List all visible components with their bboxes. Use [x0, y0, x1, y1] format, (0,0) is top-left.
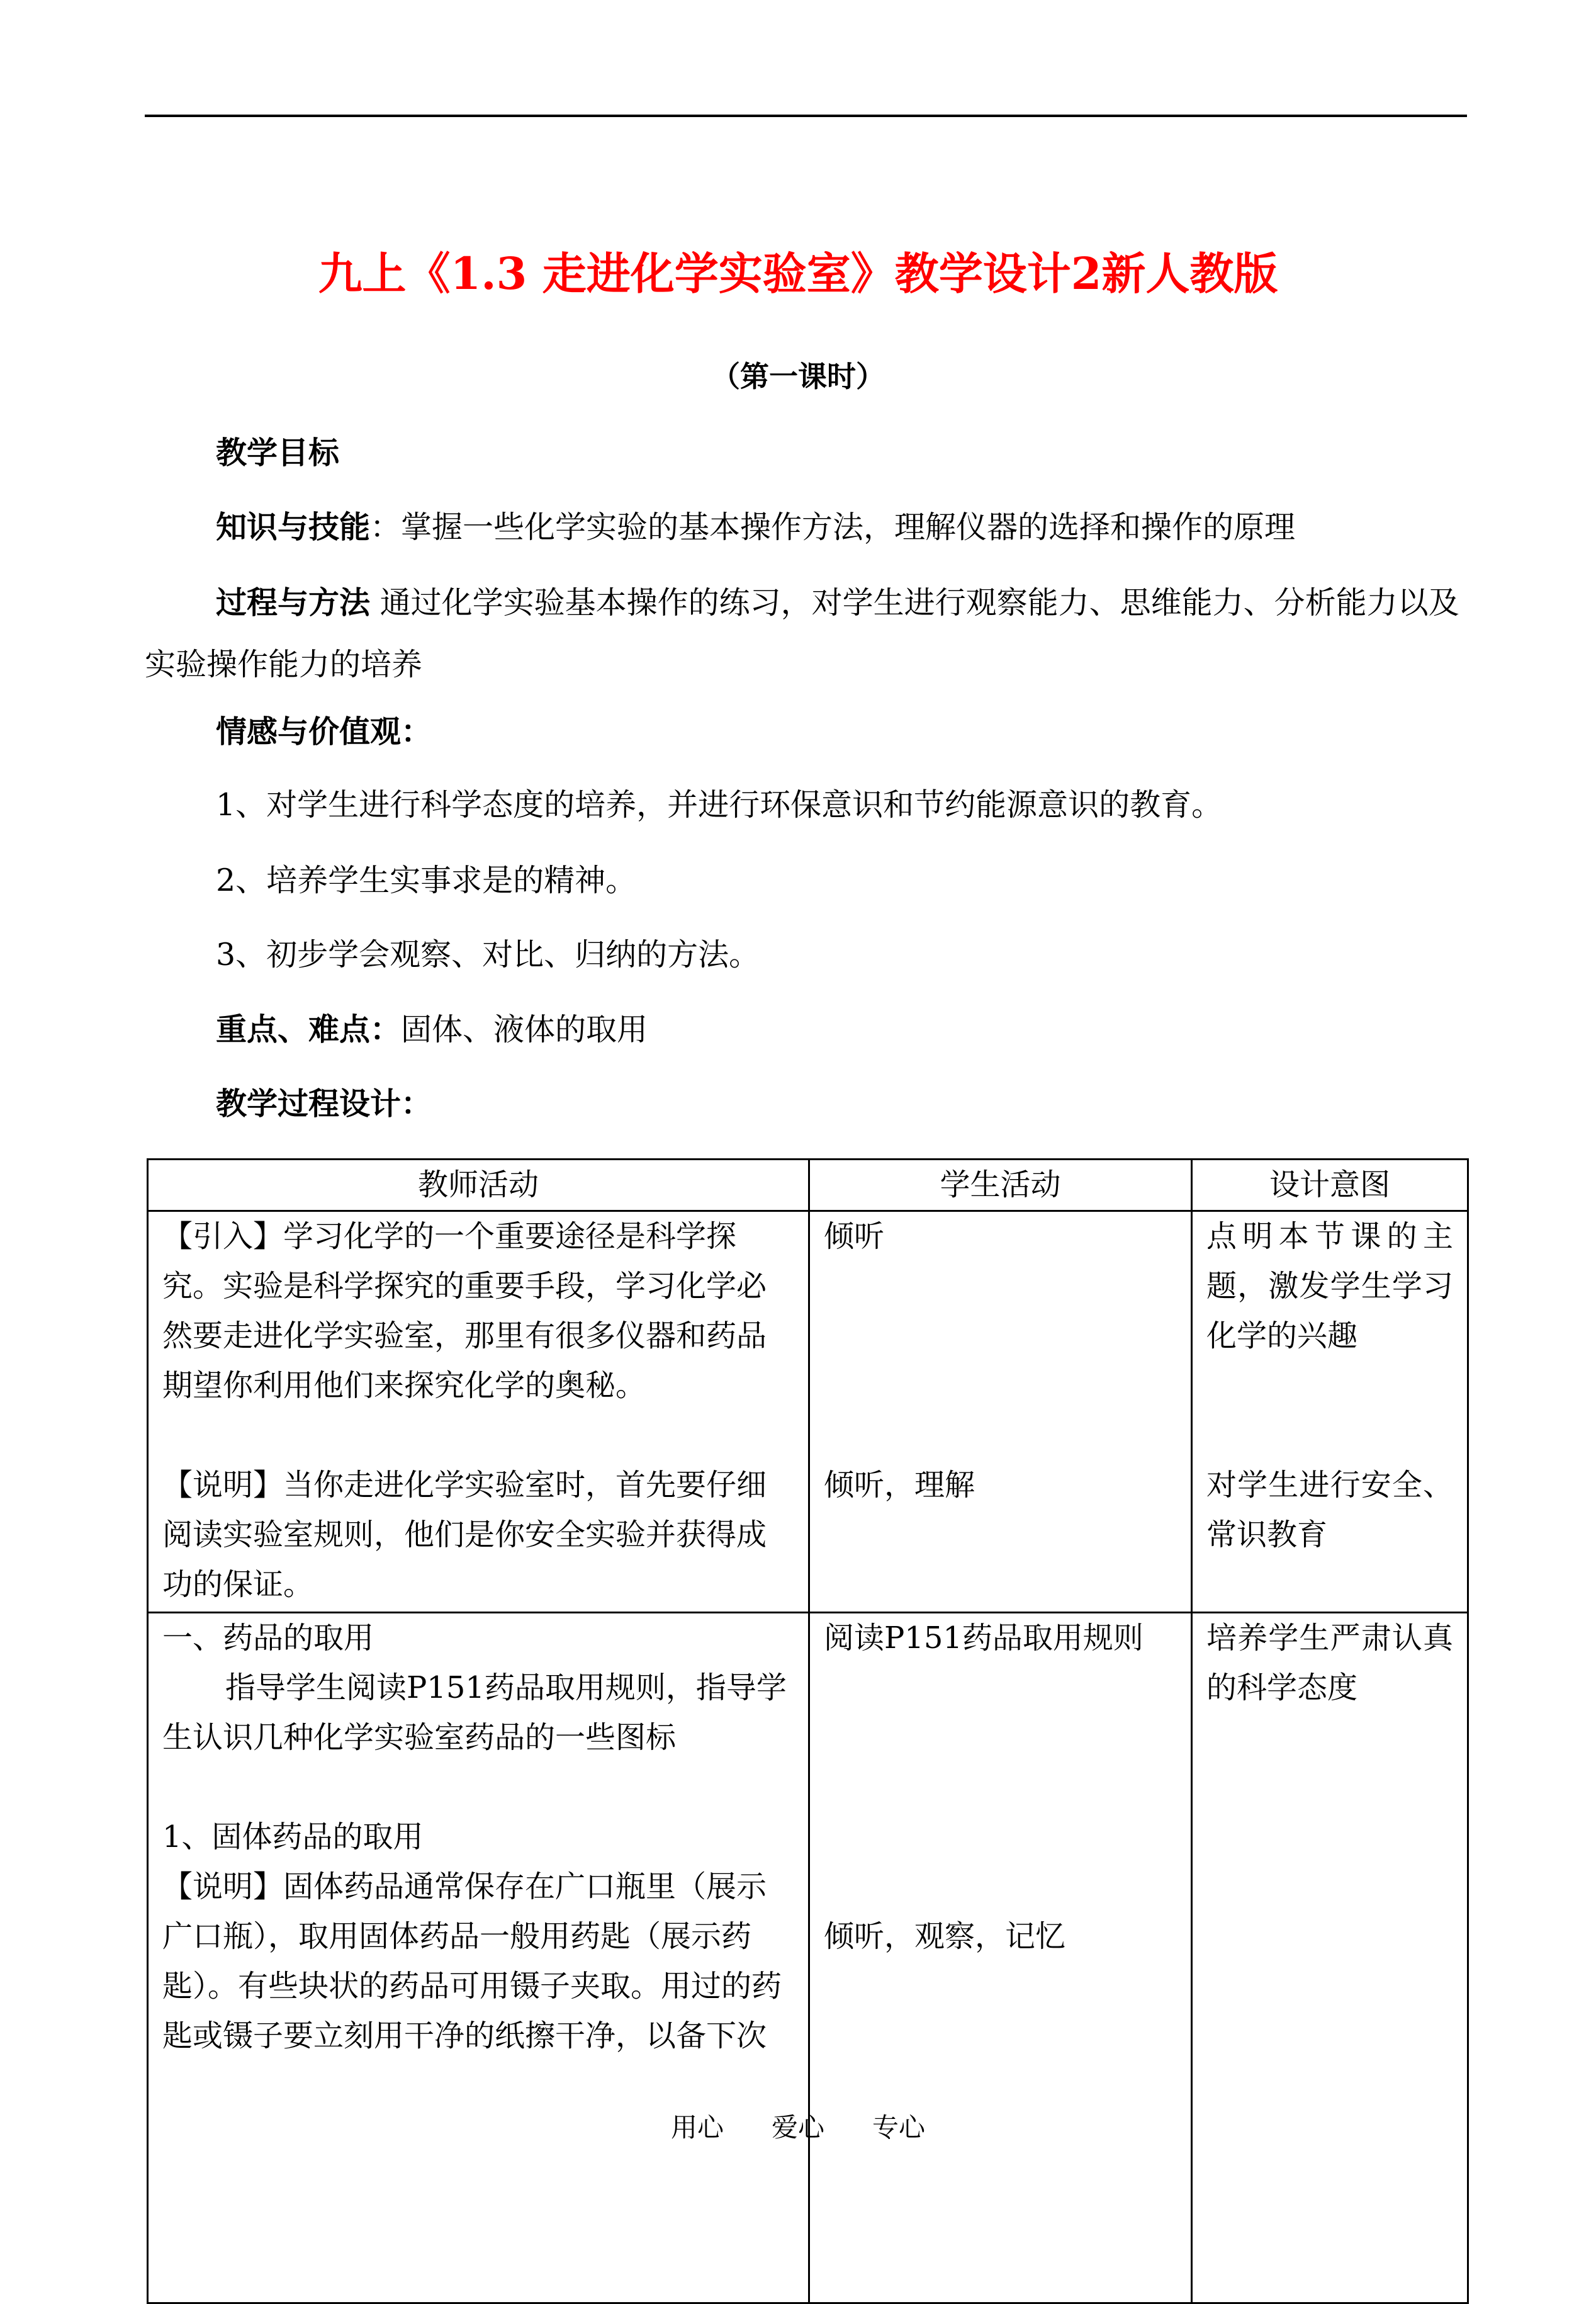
footer-word-2: 爱心: [771, 2112, 824, 2143]
intent-2: 对学生进行安全、常识教育: [1206, 1467, 1453, 1552]
document-subtitle: （第一课时）: [711, 359, 885, 393]
process-text: 通过化学实验基本操作的练习，对学生进行观察能力、思维能力、分析能力以及实验操作能力的培养: [145, 585, 1459, 682]
objectives-heading: 教学目标: [216, 434, 340, 471]
process-design-heading: 教学过程设计：: [216, 1085, 432, 1122]
intent-cell: [1192, 1613, 1468, 2303]
teacher-explain: 【说明】固体药品通常保存在广口瓶里（展示广口瓶），取用固体药品一般用药匙（展示药匙）。有些块状的药品可用镊子夹取。用过的药匙或镊子要立刻用干净的纸擦干净，以备下次: [162, 1869, 782, 2053]
process-label: 过程与方法: [216, 584, 371, 621]
teacher-guide: 指导学生阅读P151药品取用规则，指导学生认识几种化学实验室药品的一些图标: [162, 1670, 787, 1755]
header-intent: 设计意图: [1192, 1160, 1468, 1211]
key-points-paragraph: [145, 998, 1473, 1061]
intent-1: 点明本节课的主题，激发学生学习化学的兴趣: [1206, 1219, 1453, 1353]
teacher-heading: 一、药品的取用: [162, 1620, 374, 1656]
header-student: 学生活动: [809, 1160, 1192, 1211]
teacher-explain: 【说明】当你走进化学实验室时，首先要仔细阅读实验室规则，他们是你安全实验并获得成功的保证。: [162, 1467, 767, 1602]
header-rule: [145, 115, 1467, 117]
student-activity-1: 阅读P151药品取用规则: [824, 1620, 1144, 1656]
intent-cell: [1192, 1211, 1468, 1613]
process-paragraph: [145, 572, 1473, 696]
page-footer: [0, 2109, 1596, 2147]
teacher-cell: [148, 1613, 809, 2303]
student-cell: [809, 1613, 1192, 2303]
table-row: [148, 1613, 1468, 2303]
emotion-heading: 情感与价值观：: [216, 713, 432, 750]
intent-1: 培养学生严肃认真的科学态度: [1206, 1620, 1453, 1705]
student-activity-2: 倾听，理解: [824, 1467, 975, 1503]
table-row: [148, 1211, 1468, 1613]
student-cell: [809, 1211, 1192, 1613]
teacher-cell: [148, 1211, 809, 1613]
emotion-item-3: 3、初步学会观察、对比、归纳的方法。: [216, 937, 760, 973]
table-header-row: [148, 1160, 1468, 1211]
header-teacher: 教师活动: [148, 1160, 809, 1211]
knowledge-text: ：掌握一些化学实验的基本操作方法，理解仪器的选择和操作的原理: [370, 509, 1296, 545]
emotion-item-2: 2、培养学生实事求是的精神。: [216, 862, 637, 898]
footer-word-1: 用心: [670, 2112, 724, 2143]
knowledge-label: 知识与技能: [216, 509, 371, 545]
student-activity-1: 倾听: [824, 1219, 885, 1254]
document-title: 九上《1.3 走进化学实验室》教学设计2新人教版: [318, 247, 1278, 300]
footer-word-3: 专心: [872, 2112, 926, 2143]
knowledge-paragraph: [145, 496, 1473, 558]
student-activity-2: 倾听，观察，记忆: [824, 1919, 1066, 1954]
key-text: 固体、液体的取用: [401, 1012, 648, 1048]
teacher-sub: 1、固体药品的取用: [162, 1819, 424, 1855]
key-label: 重点、难点：: [216, 1011, 402, 1048]
emotion-item-1: 1、对学生进行科学态度的培养，并进行环保意识和节约能源意识的教育。: [216, 787, 1223, 823]
teacher-intro: 【引入】学习化学的一个重要途径是科学探究。实验是科学探究的重要手段，学习化学必然要走进化学实验室，那里有很多仪器和药品期望你利用他们来探究化学的奥秘。: [162, 1219, 767, 1403]
